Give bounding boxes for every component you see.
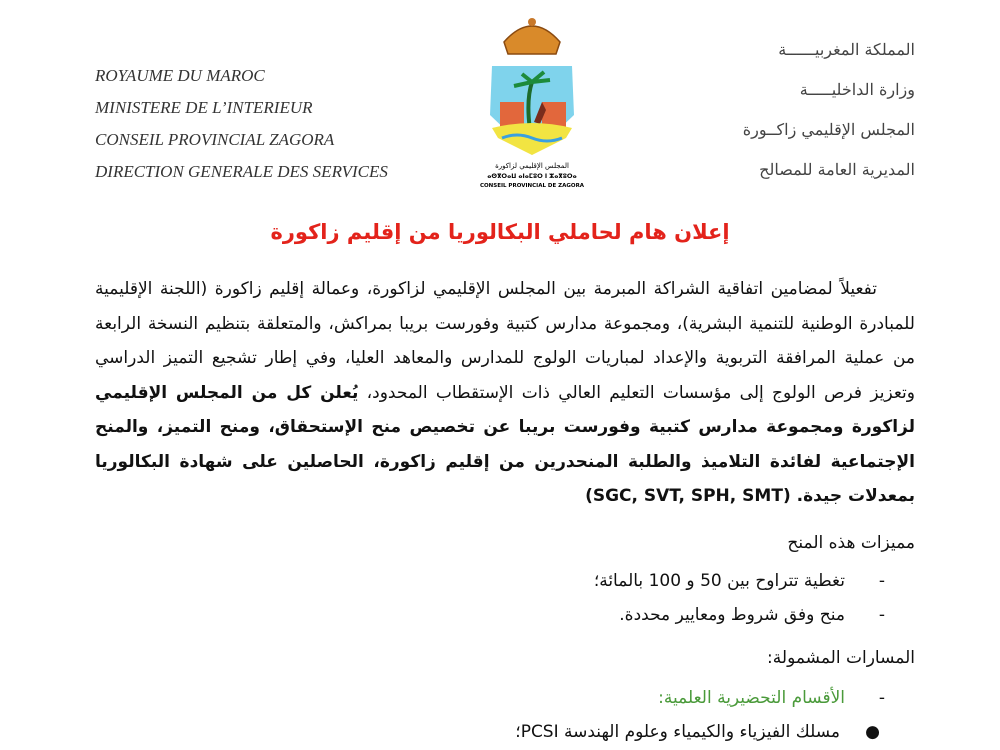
feature-text: منح وفق شروط ومعايير محددة. — [619, 605, 845, 625]
header-line: DIRECTION GENERALE DES SERVICES — [95, 162, 388, 181]
body-normal: تفعيلاً لمضامين اتفاقية الشراكة المبرمة بين المجلس الإقليمي لزاكورة، وعمالة إقليم زاكورة (اللجنة الإقليمية للمبادرة الوطنية للتنمية البشرية)، ومجموعة مدارس كتبية وفورست بريبا بمراكش، والمتعلقة بتنظيم النسخة الرابعة من عملية المرافقة التربوية والإعداد لمباريات الولوج للمدارس والمعاهد العليا، وفي إطار تشجيع التميز الدراسي وتعزيز فرص الولوج إلى مؤسسات التعليم العالي ذات الإستقطاب المحدود، — [95, 279, 915, 403]
header-line: المملكة المغربيــــــة — [778, 40, 915, 59]
track-subheading: -الأقسام التحضيرية العلمية: — [658, 688, 885, 708]
announcement-title: إعلان هام لحاملي البكالوريا من إقليم زاكورة — [270, 220, 730, 244]
conseil-provincial-logo — [462, 10, 602, 190]
body-bold: يُعلن كل من المجلس الإقليمي لزاكورة ومجموعة مدارس كتبية وفورست بريبا عن تخصيص منح الإستحقاق، ومنح التميز، والمنح الإجتماعية لفائدة التلاميذ والطلبة المنحدرين من إقليم زاكورة، الحاصلين على شهادة البكالوريا بمعدلات جيدة. (SGC, SVT, SPH, SMT) — [95, 382, 915, 506]
logo-text-ar: المجلس الإقليمي لزاكورة — [495, 162, 569, 170]
body-paragraph — [95, 272, 915, 514]
header-line: CONSEIL PROVINCIAL ZAGORA — [95, 130, 335, 149]
track-text: مسلك الفيزياء والكيمياء وعلوم الهندسة PCSI؛ — [515, 722, 840, 742]
header-line: ROYAUME DU MAROC — [95, 66, 265, 85]
features-heading: مميزات هذه المنح — [787, 533, 915, 553]
feature-item: -منح وفق شروط ومعايير محددة. — [619, 605, 885, 625]
logo-text-fr: CONSEIL PROVINCIAL DE ZAGORA — [479, 183, 585, 189]
header-line: MINISTERE DE L’INTERIEUR — [95, 98, 313, 117]
arabic-header — [743, 30, 915, 190]
feature-text: تغطية تتراوح بين 50 و 100 بالمائة؛ — [593, 571, 845, 591]
logo-text-tifinagh: ⴰⵙⴳⵔⴰⵡ ⴰⵏⴰⵎⵓⵔ ⵏ ⵣⴰⴳⵓⵔⴰ — [487, 173, 577, 180]
header-line: المجلس الإقليمي زاكــورة — [742, 120, 915, 139]
header-line: المديرية العامة للمصالح — [759, 160, 915, 179]
tracks-heading: المسارات المشمولة: — [767, 648, 915, 668]
french-header — [95, 60, 388, 188]
subheading-text: الأقسام التحضيرية العلمية: — [658, 688, 845, 708]
track-item: ●مسلك الفيزياء والكيمياء وعلوم الهندسة PCSI؛ — [515, 722, 880, 742]
header-line: وزارة الداخليـــــة — [799, 80, 915, 99]
feature-item: -تغطية تتراوح بين 50 و 100 بالمائة؛ — [593, 571, 885, 591]
